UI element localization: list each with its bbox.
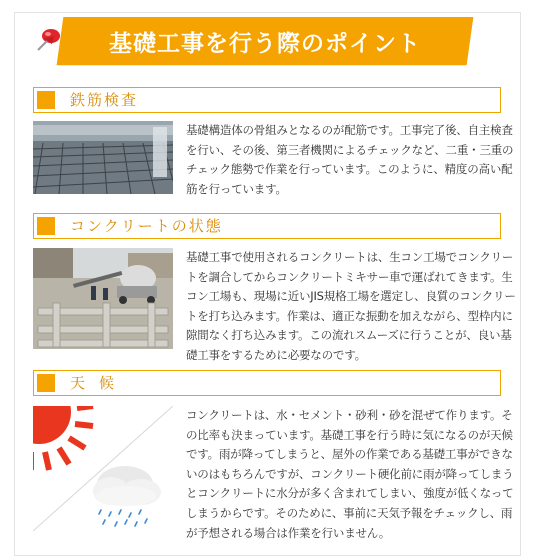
page-title: 基礎工事を行う際のポイント (109, 30, 421, 57)
heading-marker (37, 217, 55, 235)
pushpin-icon (28, 24, 66, 54)
weather-illustration (33, 406, 173, 531)
section-title: コンクリートの状態 (70, 217, 223, 235)
section-heading-concrete (33, 213, 501, 239)
heading-marker (37, 91, 55, 109)
section-heading-rebar (33, 87, 501, 113)
section-title: 天候 (70, 374, 129, 392)
rebar-inspection-photo (33, 121, 173, 194)
section-body: 基礎工事で使用されるコンクリートは、生コン工場でコンクリートを調合してからコンクリートミキサー車で運ばれてきます。生コン工場も、現場に近いJIS規格工場を選定し、良質のコンクリートを打ち込みます。作業は、適正な振動を加えながら、型枠内に隙間なく打ち込みます。この流れスムーズに行うことが、良い基礎工事をするために必要なのです。 (186, 250, 516, 362)
section-body: コンクリートは、水・セメント・砂利・砂を混ぜて作ります。その比率も決まっています。基礎工事を行う時に気になるのが天候です。雨が降ってしまうと、屋外の作業である基礎工事ができないのはもちろんですが、コンクリート硬化前に雨が降ってしまうとコンクリートに水分が多く含まれてしまい、強度が低くなってしまうからです。そのために、事前に天気予報をチェックし、雨が予想される場合は作業を行いません。 (186, 408, 514, 540)
section-body: 基礎構造体の骨組みとなるのが配筋です。工事完了後、自主検査を行い、その後、第三者機関によるチェックなど、二重・三重のチェック態勢で作業を行っています。このように、精度の高い配筋を行っています。 (186, 123, 514, 196)
heading-marker (37, 374, 55, 392)
concrete-pour-photo (33, 248, 173, 349)
section-heading-weather (33, 370, 501, 396)
section-title: 鉄筋検査 (70, 91, 139, 109)
